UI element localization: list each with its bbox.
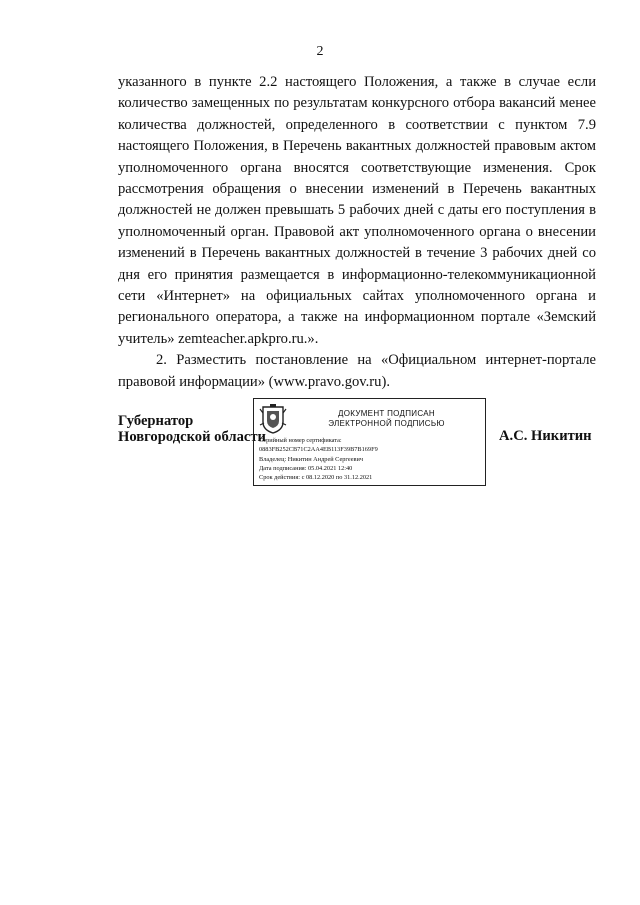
certificate-owner: Владелец: Никитин Андрей Сергеевич bbox=[259, 455, 364, 463]
stamp-heading-line2: ЭЛЕКТРОННОЙ ПОДПИСЬЮ bbox=[328, 419, 445, 428]
paragraph-publication: 2. Разместить постановление на «Официальном интернет-портале правовой информации» (www.pravo.gov.ru). bbox=[118, 352, 596, 390]
coat-of-arms-icon bbox=[258, 403, 288, 435]
certificate-label: Серийный номер сертификата: bbox=[259, 437, 342, 444]
page-number: 2 bbox=[316, 44, 324, 59]
stamp-heading bbox=[294, 409, 479, 429]
signer-position-line1: Губернатор bbox=[118, 413, 194, 429]
signer-position-line2: Новгородской области bbox=[118, 429, 266, 445]
validity-period: Срок действия: с 08.12.2020 по 31.12.2021 bbox=[259, 474, 373, 482]
document-body bbox=[118, 72, 596, 393]
signing-date: Дата подписания: 05.04.2021 12:40 bbox=[259, 464, 353, 472]
electronic-signature-stamp bbox=[253, 398, 486, 486]
stamp-details bbox=[259, 436, 483, 482]
signer-name: А.С. Никитин bbox=[499, 428, 592, 444]
certificate-serial: 0883FB252CB71C2AA4EB113F39B7B169F9 bbox=[259, 446, 378, 454]
paragraph-continuation: указанного в пункте 2.2 настоящего Положения, а также в случае если количество замещенных по результатам конкурсного отбора вакансий менее количества должностей, определенного в соответствии с пунктом 7.9 настоящего Положения, в Перечень вакантных должностей правовым актом уполномоченного органа вносятся соответствующие изменения. Срок рассмотрения обращения о внесении изменений в Перечень вакантных должностей не должен превышать 5 рабочих дней с даты его поступления в уполномоченный орган. Правовой акт уполномоченного органа о внесении изменений в Перечень вакантных должностей в течение 3 рабочих дней со дня его принятия размещается в информационно-телекоммуникационной сети «Интернет» на официальных сайтах уполномоченного органа и регионального оператора, а также на информационном портале «Земский учитель» zemteacher.apkpro.ru.». bbox=[118, 74, 596, 347]
stamp-heading-line1: ДОКУМЕНТ ПОДПИСАН bbox=[338, 409, 435, 418]
signer-position bbox=[118, 413, 266, 445]
